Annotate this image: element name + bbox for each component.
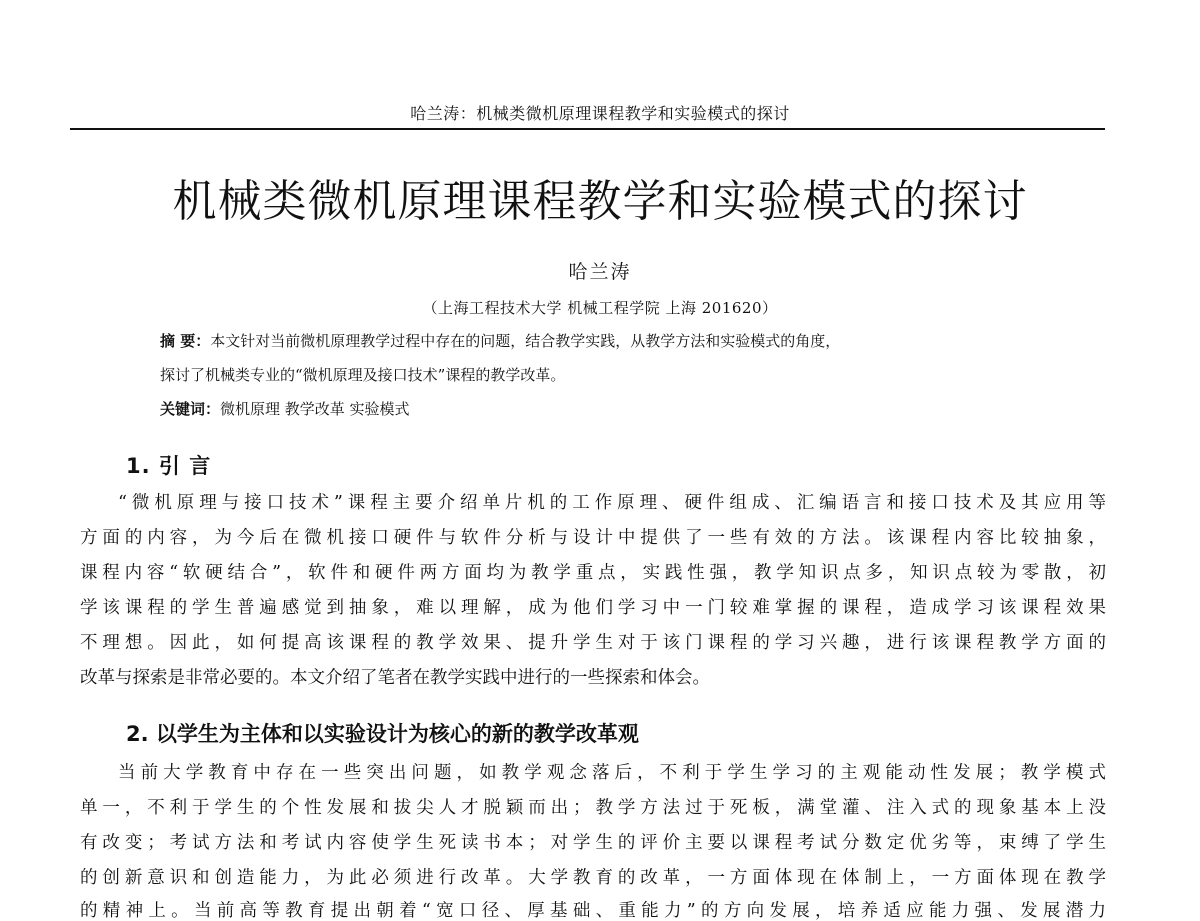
header-rule [70, 128, 1105, 130]
section-1-line: 课程内容“软硬结合”，软件和硬件两方面均为教学重点，实践性强，教学知识点多，知识点较为零散，初 [80, 563, 1106, 583]
abstract-line-2 [160, 368, 1060, 383]
abstract-text-2: 探讨了机械类专业的“微机原理及接口技术”课程的教学改革。 [160, 366, 566, 384]
section-2-heading: 2. 以学生为主体和以实验设计为核心的新的教学改革观 [126, 722, 639, 746]
section-1-line: 方面的内容，为今后在微机接口硬件与软件分析与设计中提供了一些有效的方法。该课程内容比较抽象， [80, 528, 1106, 548]
section-1-line: 不理想。因此，如何提高该课程的教学效果、提升学生对于该门课程的学习兴趣，进行该课程教学方面的 [80, 633, 1106, 653]
paper-title: 机械类微机原理课程教学和实验模式的探讨 [172, 176, 1028, 227]
section-1-line: “微机原理与接口技术”课程主要介绍单片机的工作原理、硬件组成、汇编语言和接口技术及其应用等 [118, 493, 1106, 513]
abstract-text-1: 本文针对当前微机原理教学过程中存在的问题，结合教学实践，从教学方法和实验模式的角度， [210, 332, 841, 350]
section-2-line: 的创新意识和创造能力，为此必须进行改革。大学教育的改革，一方面体现在体制上，一方面体现在教学 [80, 868, 1106, 888]
section-2-line: 当前大学教育中存在一些突出问题，如教学观念落后，不利于学生学习的主观能动性发展；教学模式 [118, 763, 1106, 783]
abstract-label: 摘 要： [160, 332, 211, 350]
keywords-line [160, 402, 1060, 417]
section-1-heading: 1. 引 言 [126, 454, 212, 478]
abstract-line-1 [160, 334, 1060, 349]
section-2-line: 单一，不利于学生的个性发展和拔尖人才脱颖而出；教学方法过于死板，满堂灌、注入式的现象基本上没 [80, 798, 1106, 818]
section-1-line: 学该课程的学生普遍感觉到抽象，难以理解，成为他们学习中一门较难掌握的课程，造成学习该课程效果 [80, 598, 1106, 618]
author-affiliation: （上海工程技术大学 机械工程学院 上海 201620） [422, 299, 778, 317]
section-1-line: 改革与探索是非常必要的。本文介绍了笔者在教学实践中进行的一些探索和体会。 [80, 668, 710, 688]
author-name: 哈兰涛 [568, 261, 632, 283]
running-header: 哈兰涛：机械类微机原理课程教学和实验模式的探讨 [410, 104, 790, 123]
section-2-line: 有改变；考试方法和考试内容使学生死读书本；对学生的评价主要以课程考试分数定优劣等，束缚了学生 [80, 833, 1106, 853]
keywords-text: 微机原理 教学改革 实验模式 [220, 400, 410, 418]
keywords-label: 关键词： [160, 400, 221, 418]
section-2-line: 的精神上。当前高等教育提出朝着“宽口径、厚基础、重能力”的方向发展，培养适应能力强、发展潜力 [80, 901, 1106, 921]
